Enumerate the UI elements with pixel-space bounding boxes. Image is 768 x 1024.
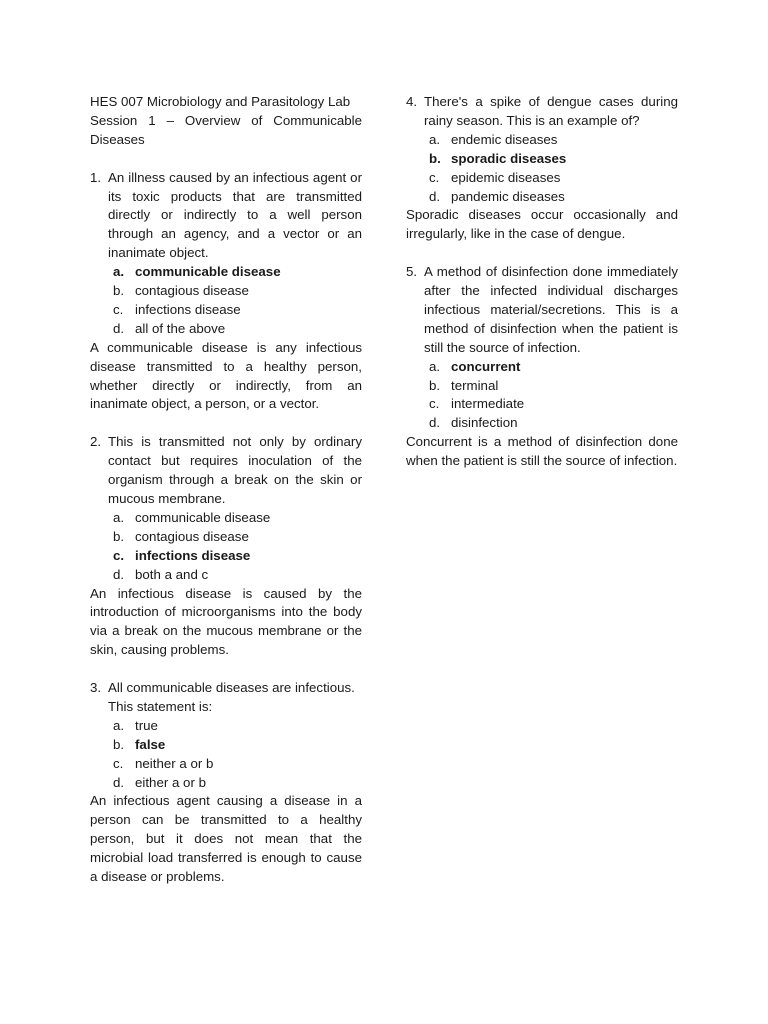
answer-explanation: A communicable disease is any infectious disease transmitted to a healthy person, whether directly or indirectly, from an inanimate object, a person, or a vector.	[90, 339, 362, 412]
option-a	[113, 263, 362, 282]
question-number: 3.	[90, 680, 102, 696]
option-letter: b.	[429, 377, 441, 393]
option-text: disinfection	[451, 415, 518, 431]
question-4	[406, 93, 678, 244]
answer-explanation: Sporadic diseases occur occasionally and irregularly, like in the case of dengue.	[406, 207, 678, 242]
option-text: concurrent	[451, 358, 521, 374]
heading-line-2: Session 1 – Overview of Communicable Diseases	[90, 112, 362, 147]
answer-explanation: Concurrent is a method of disinfection done when the patient is still the source of infection.	[406, 434, 678, 469]
heading-line-1: HES 007 Microbiology and Parasitology Lab	[90, 94, 351, 109]
answer-options	[90, 509, 362, 585]
option-b	[113, 282, 362, 301]
option-d	[113, 774, 362, 793]
option-letter: c.	[113, 755, 124, 771]
question-number: 4.	[406, 94, 418, 109]
question-stem	[90, 679, 362, 717]
option-text: pandemic diseases	[451, 188, 565, 204]
option-text: false	[135, 736, 166, 752]
option-letter: a.	[429, 131, 441, 147]
option-d	[429, 414, 678, 433]
question-1	[90, 169, 362, 415]
option-letter: d.	[113, 566, 125, 582]
option-c	[113, 755, 362, 774]
option-text: endemic diseases	[451, 131, 558, 147]
option-text: both a and c	[135, 566, 209, 582]
option-c	[113, 301, 362, 320]
option-text: contagious disease	[135, 283, 249, 299]
answer-options	[90, 717, 362, 793]
option-text: contagious disease	[135, 528, 249, 544]
option-c	[113, 547, 362, 566]
option-letter: a.	[113, 264, 125, 280]
option-text: infections disease	[135, 301, 241, 317]
option-b	[113, 736, 362, 755]
document-heading	[90, 93, 362, 150]
option-letter: c.	[113, 547, 125, 563]
option-text: all of the above	[135, 320, 226, 336]
option-letter: c.	[113, 301, 124, 317]
option-d	[113, 320, 362, 339]
option-text: sporadic diseases	[451, 150, 567, 166]
question-2	[90, 433, 362, 660]
option-d	[429, 188, 678, 207]
question-stem	[90, 169, 362, 264]
option-letter: d.	[113, 320, 125, 336]
option-text: communicable disease	[135, 509, 271, 525]
question-text: A method of disinfection done immediately after the infected individual discharges infectious material/secretions. This is a method of disinfection when the patient is still the source of infection.	[424, 264, 678, 355]
answer-options	[406, 131, 678, 207]
option-c	[429, 169, 678, 188]
option-letter: b.	[113, 528, 125, 544]
option-letter: d.	[113, 774, 125, 790]
question-3	[90, 679, 362, 887]
option-text: infections disease	[135, 547, 251, 563]
option-text: intermediate	[451, 396, 525, 412]
question-text: There's a spike of dengue cases during rainy season. This is an example of?	[424, 94, 678, 128]
option-letter: c.	[429, 396, 440, 412]
question-text: This is transmitted not only by ordinary contact but requires inoculation of the organism through a break on the skin or mucous membrane.	[108, 434, 362, 506]
option-d	[113, 566, 362, 585]
option-letter: d.	[429, 415, 441, 431]
option-letter: b.	[113, 283, 125, 299]
question-5	[406, 263, 678, 471]
option-b	[429, 377, 678, 396]
answer-explanation: An infectious agent causing a disease in a person can be transmitted to a healthy person, but it does not mean that the microbial load transferred is enough to cause a disease or problems.	[90, 793, 362, 885]
answer-explanation: An infectious disease is caused by the introduction of microorganisms into the body via a break on the mucous membrane or the skin, causing problems.	[90, 585, 362, 658]
left-column	[90, 93, 362, 906]
option-letter: b.	[113, 736, 125, 752]
option-text: communicable disease	[135, 264, 281, 280]
question-number: 1.	[90, 169, 102, 185]
option-letter: c.	[429, 169, 440, 185]
question-stem	[406, 93, 678, 131]
right-column	[406, 93, 678, 490]
option-a	[113, 509, 362, 528]
option-a	[113, 717, 362, 736]
question-stem	[90, 433, 362, 509]
question-number: 5.	[406, 264, 418, 280]
option-a	[429, 358, 678, 377]
option-b	[113, 528, 362, 547]
option-letter: d.	[429, 188, 441, 204]
option-a	[429, 131, 678, 150]
option-letter: a.	[113, 509, 125, 525]
option-text: epidemic diseases	[451, 169, 561, 185]
option-text: neither a or b	[135, 755, 214, 771]
option-c	[429, 395, 678, 414]
question-text: All communicable diseases are infectious. This statement is:	[108, 680, 355, 714]
question-stem	[406, 263, 678, 358]
option-b	[429, 150, 678, 169]
option-text: either a or b	[135, 774, 206, 790]
question-number: 2.	[90, 434, 102, 450]
option-letter: b.	[429, 150, 441, 166]
option-text: terminal	[451, 377, 499, 393]
option-text: true	[135, 717, 158, 733]
answer-options	[90, 263, 362, 339]
option-letter: a.	[113, 717, 125, 733]
question-text: An illness caused by an infectious agent or its toxic products that are transmitted directly or indirectly to a well person through an agency, and a vector or an inanimate object.	[108, 169, 362, 261]
option-letter: a.	[429, 358, 441, 374]
answer-options	[406, 358, 678, 434]
